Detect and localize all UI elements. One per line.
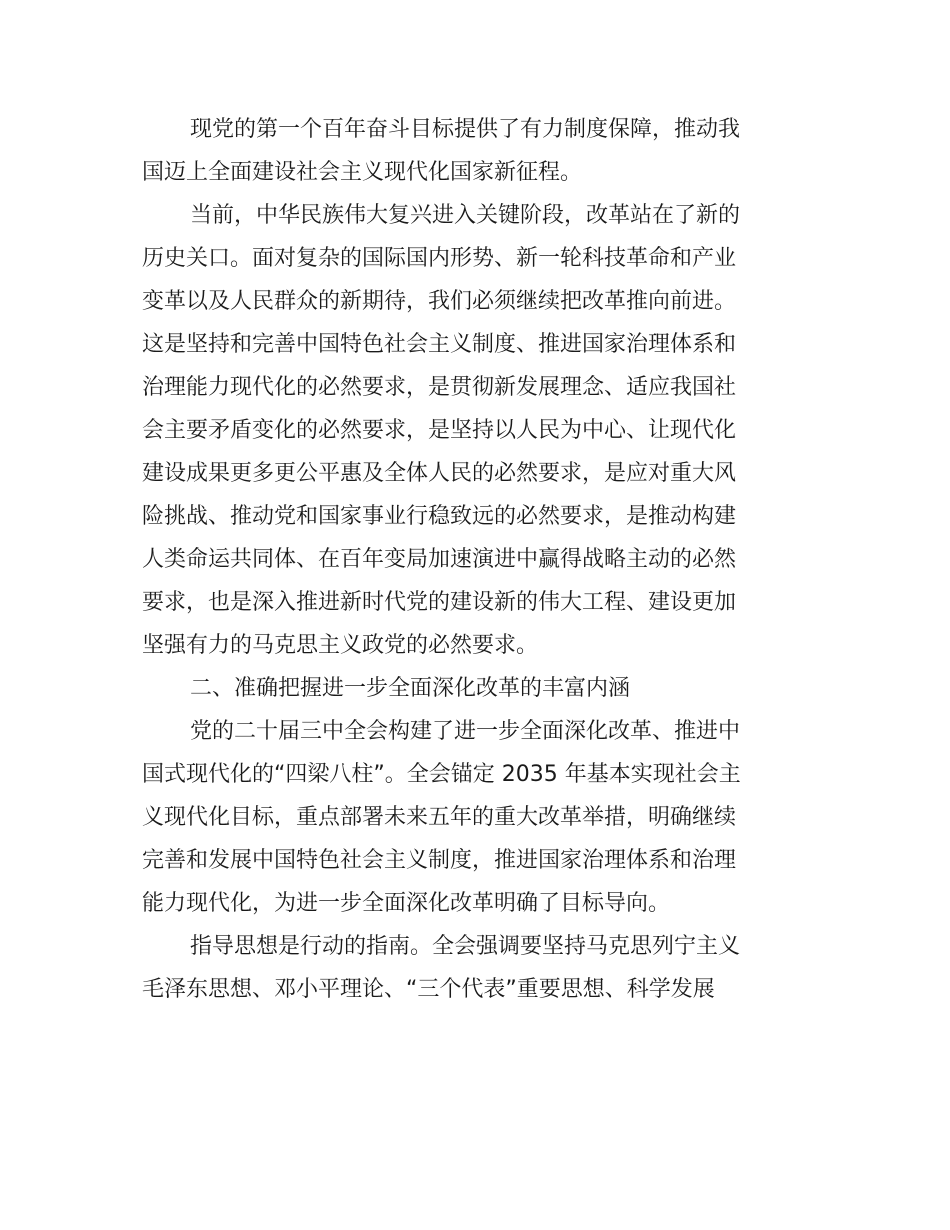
text-line: 能力现代化，为进一步全面深化改革明确了目标导向。	[142, 891, 671, 916]
text-line: 毛泽东思想、邓小平理论、“三个代表”重要思想、科学发展	[142, 977, 715, 1002]
text-line: 人类命运共同体、在百年变局加速演进中赢得战略主动的必然	[142, 547, 737, 572]
section-heading: 二、准确把握进一步全面深化改革的丰富内涵	[190, 676, 631, 701]
text-line: 国式现代化的“四梁八柱”。全会锚定 2035 年基本实现社会主	[142, 762, 741, 787]
text-line: 完善和发展中国特色社会主义制度，推进国家治理体系和治理	[142, 848, 737, 873]
text-line: 这是坚持和完善中国特色社会主义制度、推进国家治理体系和	[142, 332, 737, 357]
body-text	[142, 115, 822, 1018]
text-line: 党的二十届三中全会构建了进一步全面深化改革、推进中	[190, 719, 741, 744]
text-line: 治理能力现代化的必然要求，是贯彻新发展理念、适应我国社	[142, 375, 737, 400]
text-line: 会主要矛盾变化的必然要求，是坚持以人民为中心、让现代化	[142, 418, 737, 443]
text-line: 险挑战、推动党和国家事业行稳致远的必然要求，是推动构建	[142, 504, 737, 529]
text-line: 指导思想是行动的指南。全会强调要坚持马克思列宁主义	[190, 934, 741, 959]
text-line: 坚强有力的马克思主义政党的必然要求。	[142, 633, 539, 658]
text-line: 义现代化目标，重点部署未来五年的重大改革举措，明确继续	[142, 805, 737, 830]
text-line: 建设成果更多更公平惠及全体人民的必然要求，是应对重大风	[142, 461, 737, 486]
text-line: 变革以及人民群众的新期待，我们必须继续把改革推向前进。	[142, 289, 737, 314]
text-line: 国迈上全面建设社会主义现代化国家新征程。	[142, 160, 583, 185]
text-line: 现党的第一个百年奋斗目标提供了有力制度保障，推动我	[190, 117, 741, 142]
text-line: 要求，也是深入推进新时代党的建设新的伟大工程、建设更加	[142, 590, 737, 615]
text-line: 当前，中华民族伟大复兴进入关键阶段，改革站在了新的	[190, 203, 741, 228]
text-line: 历史关口。面对复杂的国际国内形势、新一轮科技革命和产业	[142, 246, 737, 271]
